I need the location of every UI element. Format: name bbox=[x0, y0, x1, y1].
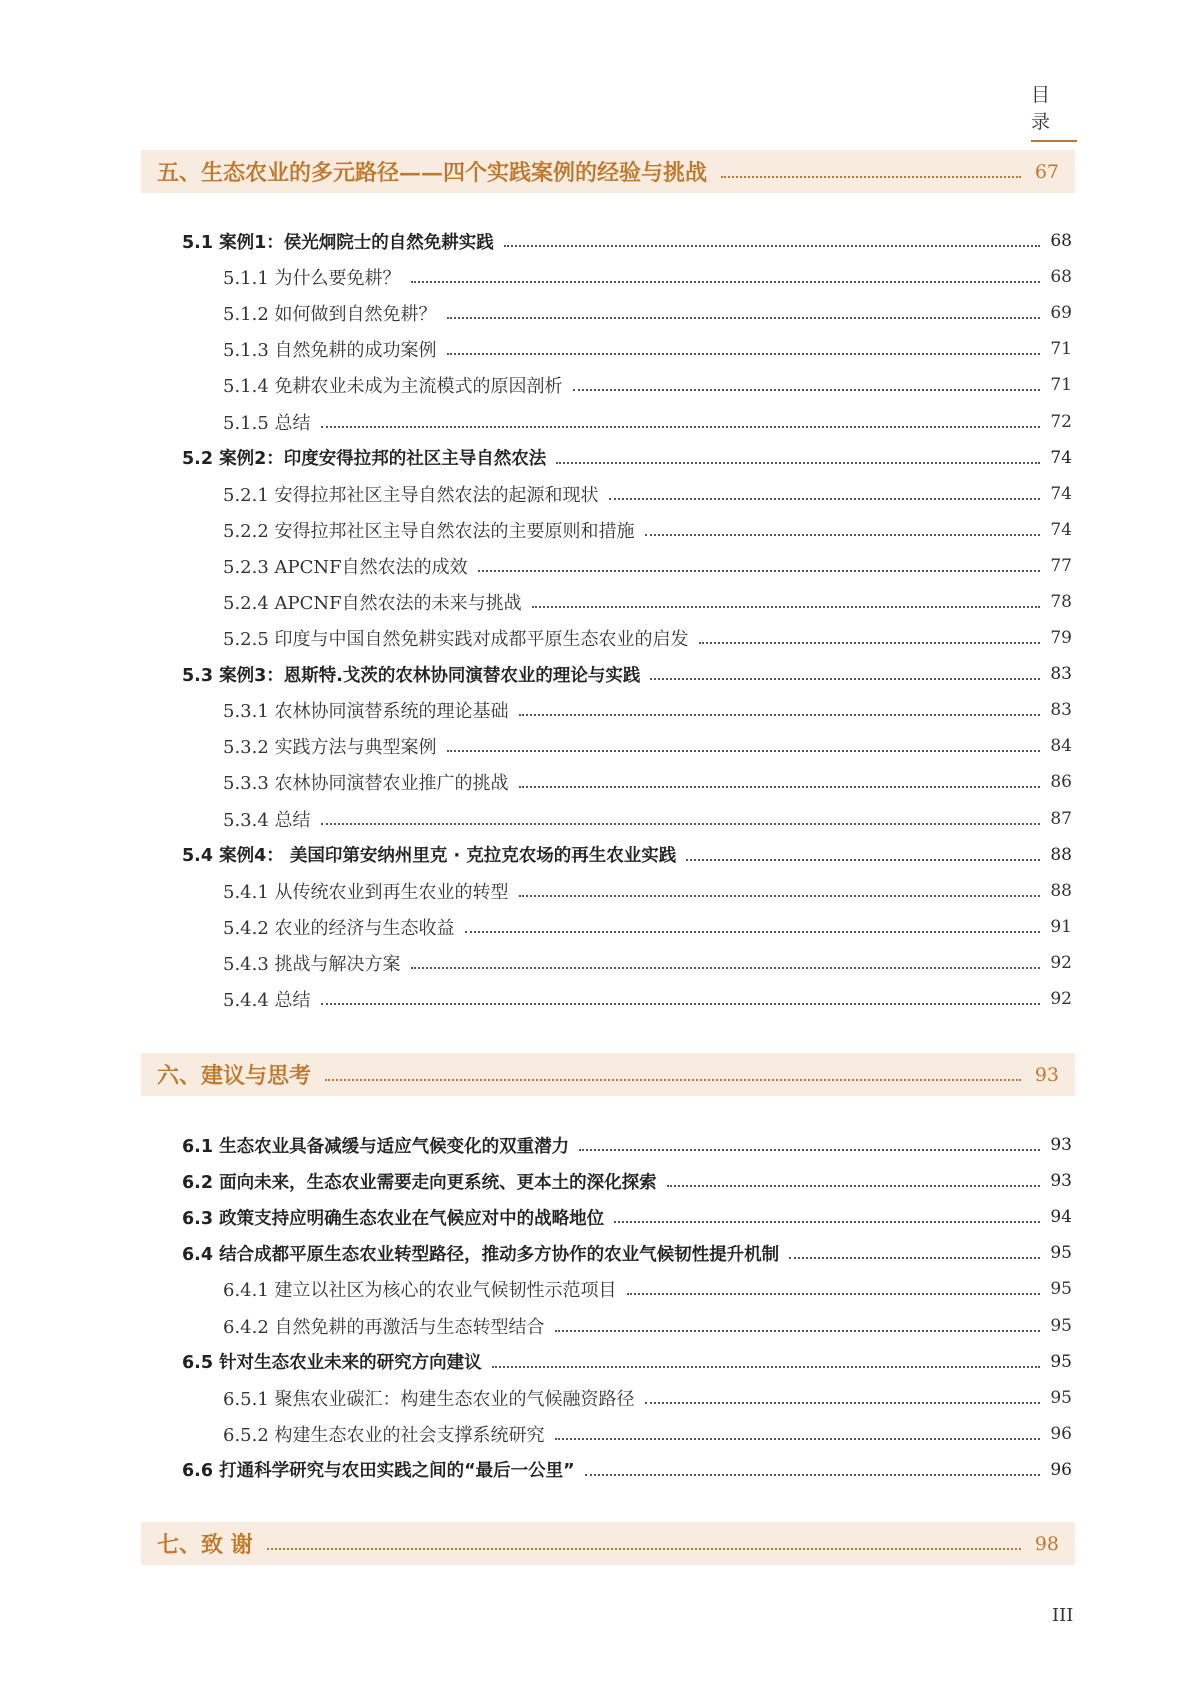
entry-title: 5.1.5 总结 bbox=[223, 412, 311, 434]
page-number: 92 bbox=[1050, 989, 1072, 1010]
dot-leader bbox=[645, 534, 1041, 536]
toc-entry[interactable] bbox=[182, 764, 1072, 800]
entry-title: 5.1.2 如何做到自然免耕？ bbox=[223, 304, 437, 326]
chapter-5-heading[interactable] bbox=[141, 150, 1075, 193]
page-number: 68 bbox=[1050, 231, 1072, 252]
dot-leader bbox=[650, 678, 1040, 680]
dot-leader bbox=[478, 570, 1041, 572]
entry-title: 6.4.1 建立以社区为核心的农业气候韧性示范项目 bbox=[223, 1280, 617, 1302]
toc-entry[interactable] bbox=[182, 1199, 1072, 1235]
toc-entry[interactable] bbox=[182, 1380, 1072, 1416]
entry-title: 5.1.3 自然免耕的成功案例 bbox=[223, 340, 437, 362]
dot-leader bbox=[585, 1474, 1041, 1476]
dot-leader bbox=[321, 1003, 1041, 1005]
dot-leader bbox=[411, 281, 1041, 283]
toc-entry[interactable] bbox=[182, 837, 1072, 873]
dot-leader bbox=[532, 606, 1041, 608]
chapter-title: 七、致 谢 bbox=[157, 1532, 253, 1558]
entry-title: 5.1.4 免耕农业未成为主流模式的原因剖析 bbox=[223, 376, 563, 398]
toc-entry[interactable] bbox=[182, 223, 1072, 259]
dot-leader bbox=[321, 823, 1041, 825]
toc-entry[interactable] bbox=[182, 1235, 1072, 1271]
dot-leader bbox=[447, 750, 1041, 752]
dot-leader bbox=[519, 714, 1041, 716]
page-number: 67 bbox=[1034, 160, 1059, 183]
entry-title: 5.2 案例2：印度安得拉邦的社区主导自然农法 bbox=[182, 449, 547, 470]
page-number: 78 bbox=[1050, 591, 1072, 612]
page-number: 93 bbox=[1050, 1135, 1072, 1156]
dot-leader bbox=[573, 389, 1041, 391]
page-number: 95 bbox=[1050, 1387, 1072, 1408]
page-number: 79 bbox=[1050, 628, 1072, 649]
entry-title: 5.3.4 总结 bbox=[223, 809, 311, 831]
entry-title: 5.2.5 印度与中国自然免耕实践对成都平原生态农业的启发 bbox=[223, 629, 689, 651]
page-number: 96 bbox=[1050, 1459, 1072, 1480]
toc-entry[interactable] bbox=[182, 945, 1072, 981]
page-number: 95 bbox=[1050, 1279, 1072, 1300]
entry-title: 6.5.1 聚焦农业碳汇：构建生态农业的气候融资路径 bbox=[223, 1388, 635, 1410]
dot-leader bbox=[411, 967, 1041, 969]
entry-title: 6.1 生态农业具备减缓与适应气候变化的双重潜力 bbox=[182, 1136, 570, 1157]
toc-entry[interactable] bbox=[182, 1307, 1072, 1343]
page-number: 93 bbox=[1034, 1063, 1059, 1086]
dot-leader bbox=[447, 353, 1041, 355]
dot-leader bbox=[627, 1293, 1041, 1295]
toc-entry[interactable] bbox=[182, 1127, 1072, 1163]
dot-leader bbox=[699, 642, 1041, 644]
chapter-6-heading[interactable] bbox=[141, 1053, 1075, 1096]
entry-title: 5.1 案例1：侯光炯院士的自然免耕实践 bbox=[182, 232, 494, 253]
page-number: 93 bbox=[1050, 1171, 1072, 1192]
chapter-5-entries bbox=[182, 223, 1072, 1017]
toc-header-label: 目 录 bbox=[1031, 80, 1077, 142]
dot-leader bbox=[492, 1366, 1041, 1368]
page-number: 74 bbox=[1050, 483, 1072, 504]
dot-leader bbox=[721, 176, 1021, 178]
page-number: 94 bbox=[1050, 1207, 1072, 1228]
dot-leader bbox=[556, 462, 1040, 464]
toc-entry[interactable] bbox=[182, 728, 1072, 764]
entry-title: 5.2.4 APCNF自然农法的未来与挑战 bbox=[223, 592, 522, 614]
dot-leader bbox=[579, 1149, 1040, 1151]
entry-title: 6.5 针对生态农业未来的研究方向建议 bbox=[182, 1353, 482, 1374]
page-number: 83 bbox=[1050, 700, 1072, 721]
toc-entry[interactable] bbox=[182, 909, 1072, 945]
toc-entry[interactable] bbox=[182, 548, 1072, 584]
entry-title: 6.5.2 构建生态农业的社会支撑系统研究 bbox=[223, 1424, 545, 1446]
dot-leader bbox=[645, 1402, 1041, 1404]
page-number: 95 bbox=[1050, 1351, 1072, 1372]
toc-entry[interactable] bbox=[182, 440, 1072, 476]
toc-entry[interactable] bbox=[182, 873, 1072, 909]
page-number: 72 bbox=[1050, 411, 1072, 432]
toc-entry[interactable] bbox=[182, 512, 1072, 548]
chapter-6-entries bbox=[182, 1127, 1072, 1488]
dot-leader bbox=[519, 895, 1041, 897]
toc-entry[interactable] bbox=[182, 259, 1072, 295]
toc-entry[interactable] bbox=[182, 295, 1072, 331]
toc-entry[interactable] bbox=[182, 584, 1072, 620]
page-number: 74 bbox=[1050, 447, 1072, 468]
page-number: 96 bbox=[1050, 1423, 1072, 1444]
dot-leader bbox=[447, 317, 1041, 319]
entry-title: 5.4 案例4： 美国印第安纳州里克 · 克拉克农场的再生农业实践 bbox=[182, 846, 677, 867]
chapter-title: 六、建议与思考 bbox=[157, 1063, 312, 1089]
dot-leader bbox=[519, 786, 1041, 788]
toc-entry[interactable] bbox=[182, 1271, 1072, 1307]
page-number: 87 bbox=[1050, 808, 1072, 829]
dot-leader bbox=[667, 1185, 1041, 1187]
page-number: 83 bbox=[1050, 664, 1072, 685]
entry-title: 5.4.2 农业的经济与生态收益 bbox=[223, 917, 455, 939]
entry-title: 6.3 政策支持应明确生态农业在气候应对中的战略地位 bbox=[182, 1208, 605, 1229]
page-number: 77 bbox=[1050, 555, 1072, 576]
toc-entry[interactable] bbox=[182, 620, 1072, 656]
page-number: 71 bbox=[1050, 375, 1072, 396]
page-number: 92 bbox=[1050, 952, 1072, 973]
page-number: 95 bbox=[1050, 1243, 1072, 1264]
dot-leader bbox=[465, 931, 1041, 933]
entry-title: 5.3.2 实践方法与典型案例 bbox=[223, 737, 437, 759]
dot-leader bbox=[686, 859, 1040, 861]
entry-title: 5.4.4 总结 bbox=[223, 990, 311, 1012]
dot-leader bbox=[325, 1079, 1021, 1081]
dot-leader bbox=[555, 1438, 1041, 1440]
toc-entry[interactable] bbox=[182, 801, 1072, 837]
entry-title: 5.2.1 安得拉邦社区主导自然农法的起源和现状 bbox=[223, 484, 599, 506]
toc-entry[interactable] bbox=[182, 1416, 1072, 1452]
dot-leader bbox=[614, 1221, 1040, 1223]
toc-entry[interactable] bbox=[182, 403, 1072, 439]
page-number: 71 bbox=[1050, 339, 1072, 360]
dot-leader bbox=[267, 1548, 1021, 1550]
entry-title: 5.3 案例3：恩斯特.戈茨的农林协同演替农业的理论与实践 bbox=[182, 665, 641, 686]
dot-leader bbox=[504, 245, 1041, 247]
toc-entry[interactable] bbox=[182, 981, 1072, 1017]
toc-entry[interactable] bbox=[182, 367, 1072, 403]
entry-title: 5.3.1 农林协同演替系统的理论基础 bbox=[223, 701, 509, 723]
page-number: 88 bbox=[1050, 844, 1072, 865]
page-number: 95 bbox=[1050, 1315, 1072, 1336]
dot-leader bbox=[555, 1330, 1041, 1332]
dot-leader bbox=[609, 498, 1041, 500]
page-folio: III bbox=[1052, 1605, 1074, 1626]
page-number: 74 bbox=[1050, 519, 1072, 540]
toc-entry[interactable] bbox=[182, 1344, 1072, 1380]
entry-title: 5.4.1 从传统农业到再生农业的转型 bbox=[223, 881, 509, 903]
toc-entry[interactable] bbox=[182, 1452, 1072, 1488]
entry-title: 6.2 面向未来，生态农业需要走向更系统、更本土的深化探索 bbox=[182, 1172, 657, 1193]
entry-title: 5.2.2 安得拉邦社区主导自然农法的主要原则和措施 bbox=[223, 520, 635, 542]
entry-title: 6.6 打通科学研究与农田实践之间的“最后一公里” bbox=[182, 1461, 575, 1482]
entry-title: 5.1.1 为什么要免耕？ bbox=[223, 268, 401, 290]
entry-title: 5.2.3 APCNF自然农法的成效 bbox=[223, 556, 468, 578]
page-number: 69 bbox=[1050, 303, 1072, 324]
page-number: 91 bbox=[1050, 916, 1072, 937]
page-number: 68 bbox=[1050, 267, 1072, 288]
dot-leader bbox=[789, 1257, 1040, 1259]
page-number: 84 bbox=[1050, 736, 1072, 757]
toc-entry[interactable] bbox=[182, 476, 1072, 512]
chapter-title: 五、生态农业的多元路径——四个实践案例的经验与挑战 bbox=[157, 160, 708, 186]
dot-leader bbox=[321, 426, 1041, 428]
entry-title: 6.4 结合成都平原生态农业转型路径，推动多方协作的农业气候韧性提升机制 bbox=[182, 1244, 780, 1265]
page-number: 86 bbox=[1050, 772, 1072, 793]
entry-title: 6.4.2 自然免耕的再激活与生态转型结合 bbox=[223, 1316, 545, 1338]
entry-title: 5.4.3 挑战与解决方案 bbox=[223, 953, 401, 975]
toc-entry[interactable] bbox=[182, 692, 1072, 728]
page-number: 88 bbox=[1050, 880, 1072, 901]
toc-entry[interactable] bbox=[182, 656, 1072, 692]
toc-entry[interactable] bbox=[182, 331, 1072, 367]
entry-title: 5.3.3 农林协同演替农业推广的挑战 bbox=[223, 773, 509, 795]
toc-entry[interactable] bbox=[182, 1163, 1072, 1199]
chapter-7-heading[interactable] bbox=[141, 1522, 1075, 1565]
page-number: 98 bbox=[1034, 1532, 1059, 1555]
